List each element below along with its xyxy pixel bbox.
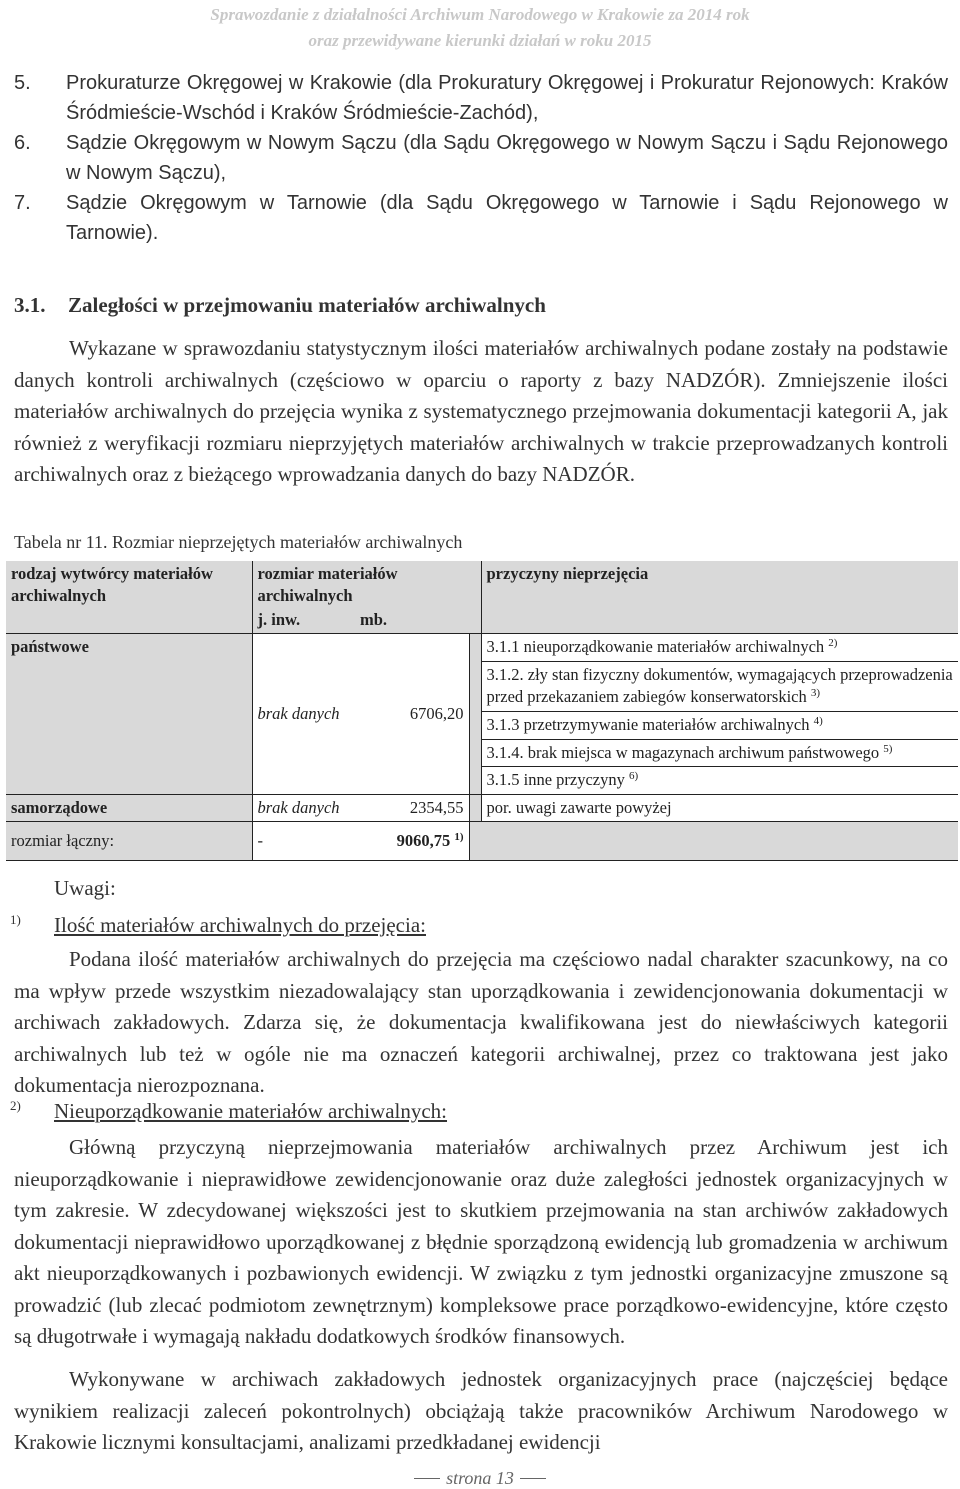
- header-line-2: oraz przewidywane kierunki działań w roku 2015: [308, 31, 652, 50]
- reason-item: 3.1.5 inne przyczyny $^{6)}$: [481, 767, 958, 795]
- row-label-total: rozmiar łączny:: [6, 822, 252, 861]
- list-number: 5.: [14, 72, 31, 94]
- list-number: 7.: [14, 192, 31, 214]
- header-jinw: j. inw.: [252, 609, 355, 634]
- notes-heading: Uwagi:: [54, 876, 116, 900]
- cell-jinw-samorzadowe: brak danych: [252, 795, 355, 822]
- note-2-text-1: Główną przyczyną nieprzejmowania materiałów archiwalnych przez Archiwum jest ich nieuporządkowanie i nieprawidłowe zewidencjonowanie oraz duże zaległości jednostek organizacyjnych w tym zakresie. W zdecydowanej większości jest to skutkiem przejmowania na stan archiwów zakładowych dokumentacji nieprawidłowo uporządkowanej z błędnie sporządzoną ewidencją lub gromadzenia w archiwum akt nieuporządkowanych i pozbawionych ewidencji. W związku z tym jednostki organizacyjne zmuszone są prowadzić (lub zlecać podmiotom zewnętrznym) kompleksowe prace porządkowo-ewidencyjne, które często są długotrwałe i wymagają nakładu dodatkowych środków finansowych.: [14, 1135, 948, 1348]
- reason-item: 3.1.4. brak miejsca w magazynach archiwum państwowego $^{5)}$: [481, 739, 958, 767]
- header-line-1: Sprawozdanie z działalności Archiwum Narodowego w Krakowie za 2014 rok: [210, 5, 750, 24]
- note-title: Ilość materiałów archiwalnych do przejęcia:: [54, 913, 426, 937]
- header-producer-type: rodzaj wytwórcy materiałów archiwalnych: [6, 561, 252, 634]
- note-marker: 2): [10, 1098, 21, 1113]
- reason-item: 3.1.1 nieuporządkowanie materiałów archiwalnych $^{2)}$: [481, 634, 958, 662]
- note-marker: 1): [10, 912, 21, 927]
- list-text: Sądzie Okręgowym w Nowym Sączu (dla Sądu Okręgowego w Nowym Sączu i Sądu Rejonowego w Nowym Sączu),: [66, 132, 948, 184]
- footer-dash-right: [520, 1478, 546, 1479]
- cell-jinw-total: -: [252, 822, 355, 861]
- cell-mb-samorzadowe: 2354,55: [355, 795, 469, 822]
- backlog-table: [6, 561, 958, 861]
- list-item: [14, 68, 948, 128]
- row-label-samorzadowe: samorządowe: [6, 795, 252, 822]
- cell-mb-total: 9060,75 $^{1)}$: [355, 822, 469, 861]
- list-text: Sądzie Okręgowym w Tarnowie (dla Sądu Okręgowego w Tarnowie i Sądu Rejonowego w Tarnowie).: [66, 192, 948, 244]
- table-total-row: [6, 822, 958, 861]
- row-label-panstwowe: państwowe: [6, 634, 252, 795]
- note-1-heading: [10, 912, 426, 938]
- note-title: Nieuporządkowanie materiałów archiwalnych:: [54, 1099, 448, 1123]
- reason-samorzadowe: por. uwagi zawarte powyżej: [481, 795, 958, 822]
- list-number: 6.: [14, 132, 31, 154]
- footer-dash-left: [414, 1478, 440, 1479]
- table-caption: Tabela nr 11. Rozmiar nieprzejętych materiałów archiwalnych: [14, 532, 463, 552]
- list-text: Prokuraturze Okręgowej w Krakowie (dla Prokuratury Okręgowej i Prokuratur Rejonowych: Kraków Śródmieście-Wschód i Kraków Śródmieście-Zachód),: [66, 72, 948, 124]
- reason-item: 3.1.2. zły stan fizyczny dokumentów, wymagających przeprowadzenia przed przekazaniem zabiegów konserwatorskich $^{3)}$: [481, 661, 958, 711]
- court-list: [14, 68, 948, 248]
- note-1-text: Podana ilość materiałów archiwalnych do przejęcia ma częściowo nadal charakter szacunkowy, na co ma wpływ przede wszystkim niezadowalający stan uporządkowania i zewidencjonowania dokumentacji w archiwach zakładowych. Zdarza się, że dokumentacja kwalifikowana jest do niewłaściwych kategorii archiwalnych lub też w ogóle nie ma oznaczeń kategorii archiwalnej, przez co traktowana jest jako dokumentacja nierozpoznana.: [14, 947, 948, 1097]
- table-row: [6, 795, 958, 822]
- section-number: 3.1.: [14, 293, 46, 317]
- note-2-text-2: Wykonywane w archiwach zakładowych jednostek organizacyjnych prace (najczęściej będące wynikiem realizacji zaleceń pokontrolnych) obciążają także pracowników Archiwum Narodowego w Krakowie licznymi konsultacjami, analizami przedkładanej ewidencji: [14, 1367, 948, 1454]
- list-item: [14, 188, 948, 248]
- reason-item: 3.1.3 przetrzymywanie materiałów archiwalnych $^{4)}$: [481, 711, 958, 739]
- page-number: strona 13: [446, 1468, 514, 1488]
- note-2-heading: [10, 1098, 447, 1124]
- header-reasons: przyczyny nieprzejęcia: [481, 561, 958, 634]
- running-header: [0, 2, 960, 54]
- cell-jinw-panstwowe: brak danych: [252, 634, 355, 795]
- section-title: Zaległości w przejmowaniu materiałów archiwalnych: [68, 293, 546, 317]
- page-footer: [0, 1468, 960, 1489]
- cell-mb-panstwowe: 6706,20: [355, 634, 469, 795]
- header-mb: mb.: [355, 609, 469, 634]
- table-header-row: [6, 561, 958, 609]
- list-item: [14, 128, 948, 188]
- section-heading: [14, 293, 546, 318]
- table-row: [6, 634, 958, 662]
- header-size: rozmiar materiałów archiwalnych: [252, 561, 469, 609]
- section-paragraph: Wykazane w sprawozdaniu statystycznym ilości materiałów archiwalnych podane zostały na podstawie danych kontroli archiwalnych (częściowo w oparciu o raporty z bazy NADZÓR). Zmniejszenie ilości materiałów archiwalnych do przejęcia wynika z systematycznego przejmowania dokumentacji kategorii A, jak również z weryfikacji rozmiaru nieprzyjętych materiałów archiwalnych w trakcie przeprowadzanych kontroli archiwalnych oraz z bieżącego wprowadzania danych do bazy NADZÓR.: [14, 336, 948, 486]
